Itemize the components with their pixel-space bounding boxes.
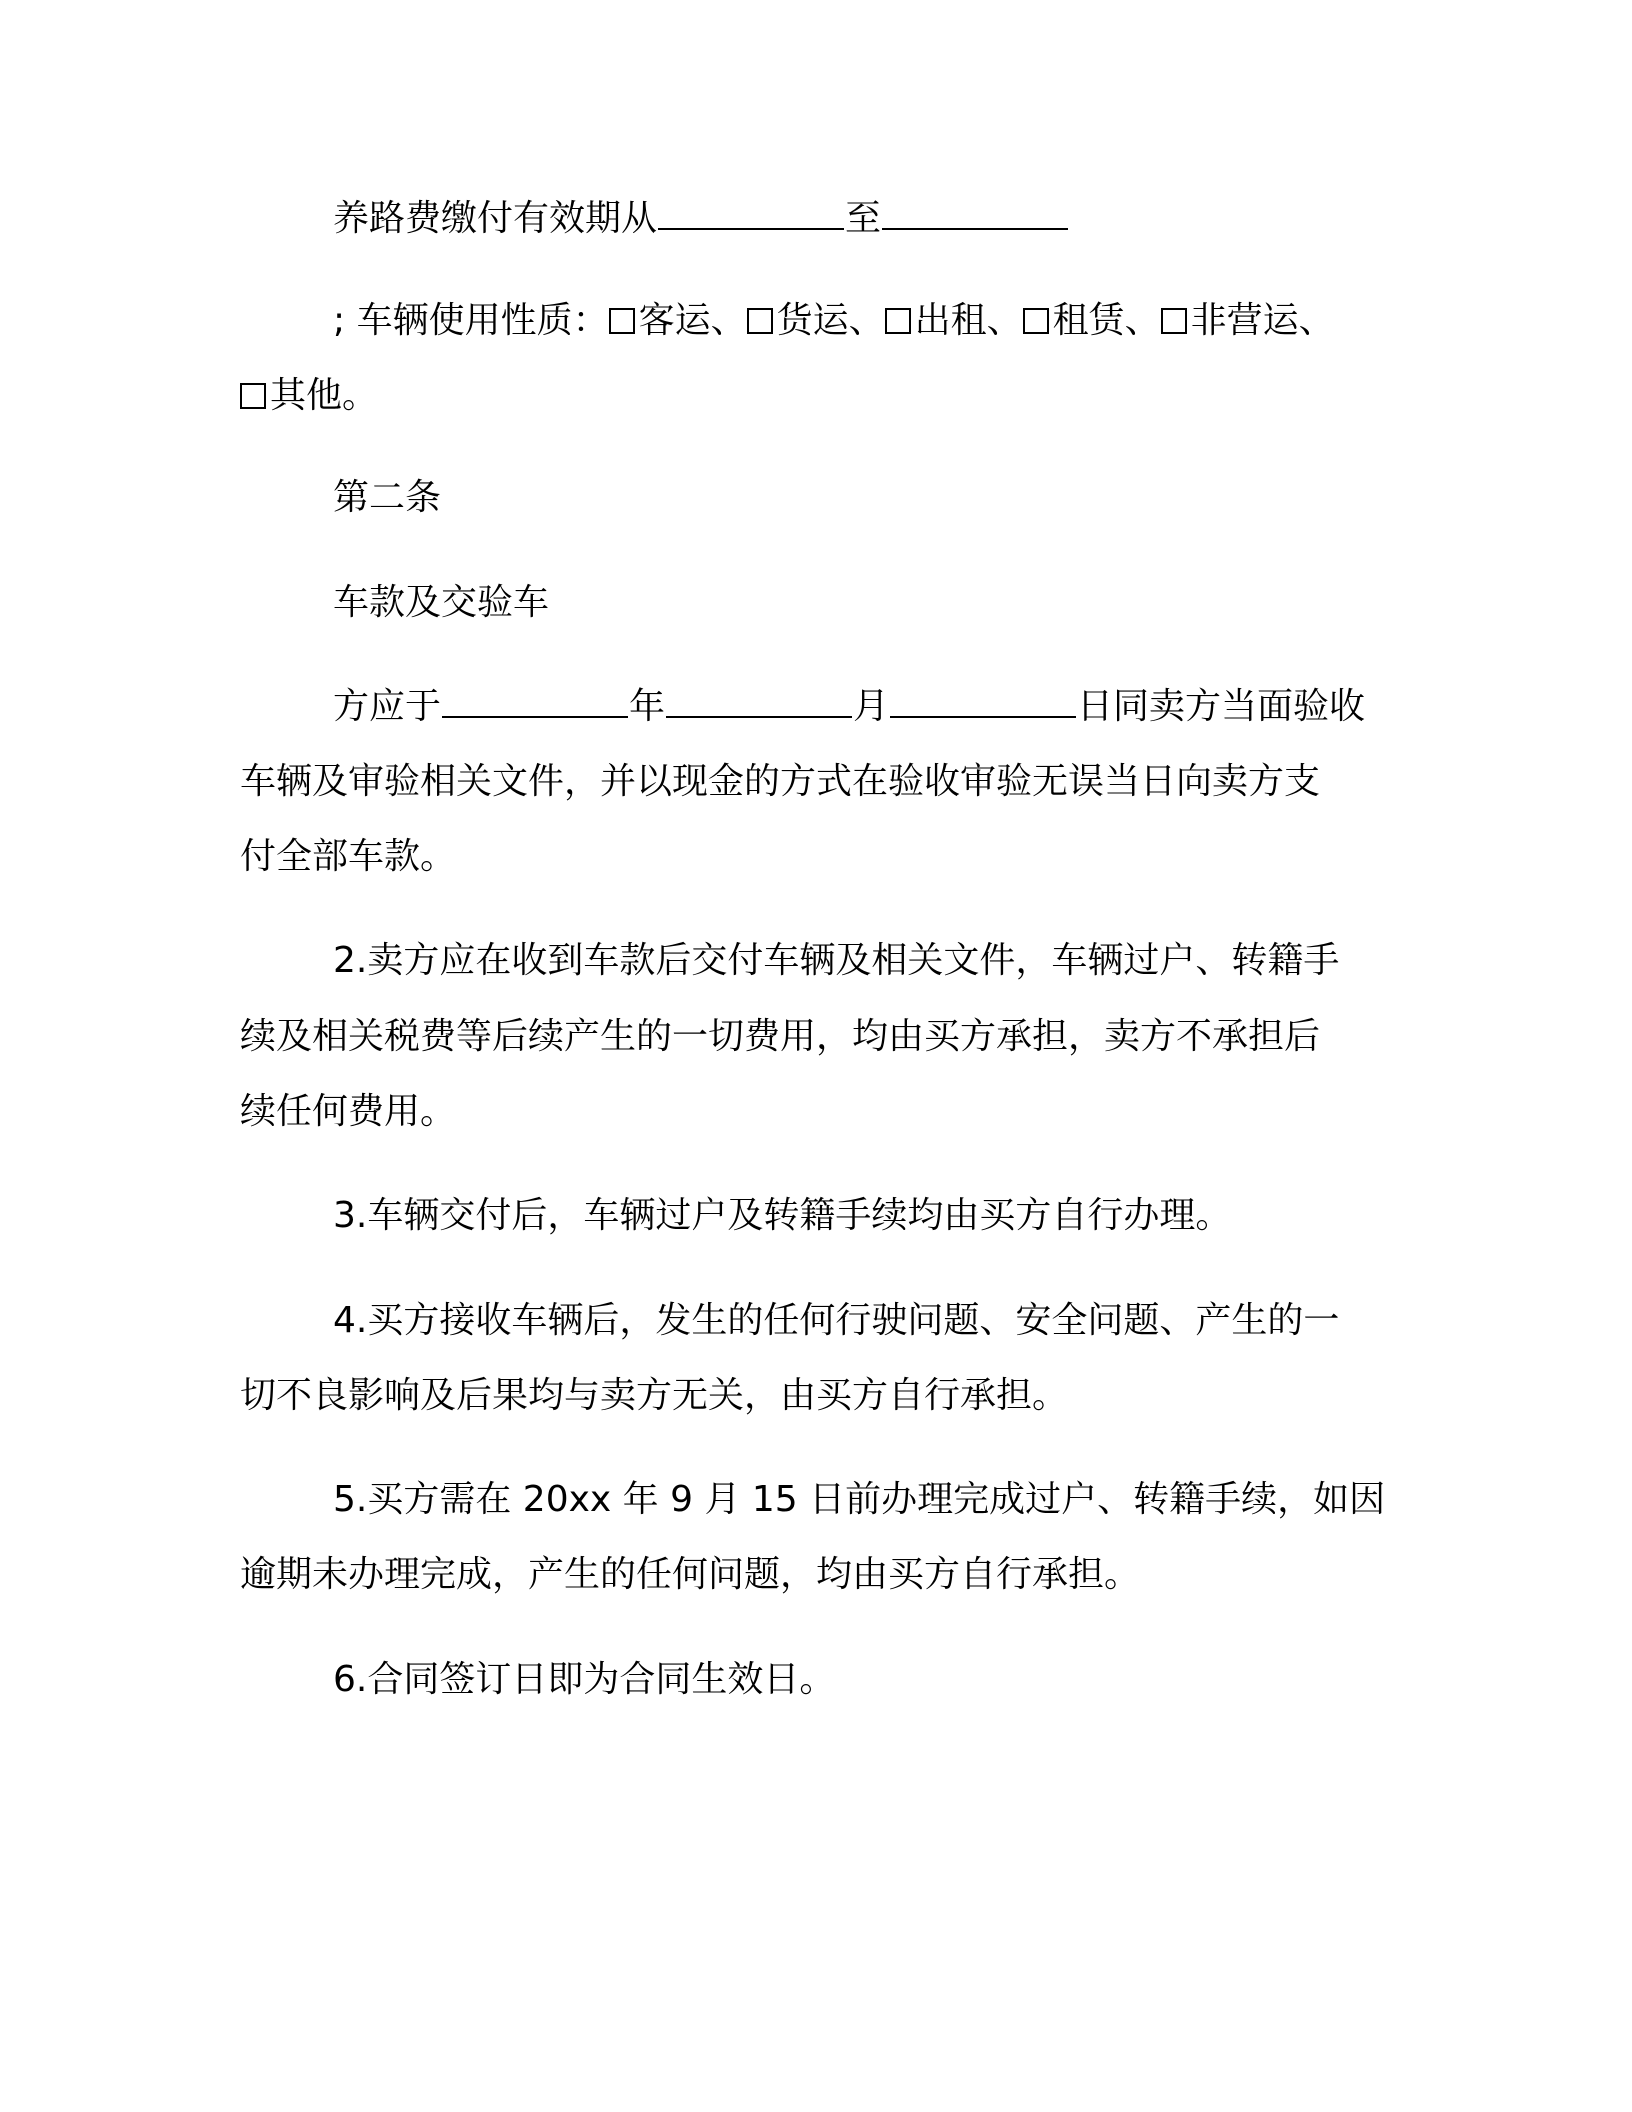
paragraph-2-line-1	[240, 922, 1410, 1000]
text-span: 日同卖方当面验收	[1077, 686, 1366, 727]
checkbox-icon	[885, 308, 911, 334]
text-span: 6.合同签订日即为合同生效日。	[333, 1659, 836, 1700]
article-number: 第二条	[333, 477, 442, 518]
road-fee-line	[240, 180, 1410, 258]
paragraph-5-line-1	[240, 1461, 1410, 1539]
text-span: 方应于	[333, 686, 442, 727]
article-2-heading	[240, 459, 1410, 537]
blank-field-day	[890, 716, 1076, 718]
text-span: 付全部车款。	[240, 836, 457, 877]
paragraph-1-line-2	[240, 743, 1410, 821]
usage-option-taxi: 出租、	[914, 300, 1023, 341]
paragraph-1-line-1	[240, 668, 1410, 746]
text-span: 年	[629, 686, 666, 727]
text-span: 车辆及审验相关文件，并以现金的方式在验收审验无误当日向卖方支	[240, 761, 1321, 802]
checkbox-icon	[747, 308, 773, 334]
checkbox-icon	[609, 308, 635, 334]
paragraph-4-line-1	[240, 1282, 1410, 1360]
road-fee-label: 养路费缴付有效期从	[333, 198, 658, 239]
vehicle-usage-label: ; 车辆使用性质：	[333, 300, 609, 341]
text-span: 月	[853, 686, 890, 727]
article-2-title	[240, 564, 1410, 642]
text-span: 5.买方需在 20xx 年 9 月 15 日前办理完成过户、转籍手续，如因	[333, 1479, 1386, 1520]
usage-option-nonoperating: 非营运、	[1190, 300, 1335, 341]
paragraph-2-line-2	[240, 998, 1410, 1076]
text-span: 2.卖方应在收到车款后交付车辆及相关文件，车辆过户、转籍手	[333, 940, 1340, 981]
paragraph-3-line-1	[240, 1177, 1410, 1255]
checkbox-icon	[1023, 308, 1049, 334]
usage-option-lease: 租赁、	[1052, 300, 1161, 341]
blank-field-start	[658, 228, 844, 230]
usage-option-other: 其他。	[270, 375, 379, 416]
vehicle-usage-line-2	[240, 357, 1410, 435]
text-span: 切不良影响及后果均与卖方无关，由买方自行承担。	[240, 1375, 1069, 1416]
usage-option-passenger: 客运、	[638, 300, 747, 341]
text-span: 逾期未办理完成，产生的任何问题，均由买方自行承担。	[240, 1554, 1141, 1595]
paragraph-2-line-3	[240, 1073, 1410, 1151]
vehicle-usage-line	[240, 282, 1410, 360]
article-title: 车款及交验车	[333, 582, 550, 623]
paragraph-1-line-3	[240, 818, 1410, 896]
checkbox-icon	[1161, 308, 1187, 334]
blank-field-end	[882, 228, 1068, 230]
blank-field-year	[442, 716, 628, 718]
text-span: 4.买方接收车辆后，发生的任何行驶问题、安全问题、产生的一	[333, 1300, 1340, 1341]
paragraph-5-line-2	[240, 1536, 1410, 1614]
text-span: 续任何费用。	[240, 1091, 457, 1132]
text-span: 3.车辆交付后，车辆过户及转籍手续均由买方自行办理。	[333, 1195, 1232, 1236]
usage-option-freight: 货运、	[776, 300, 885, 341]
to-label: 至	[845, 198, 882, 239]
blank-field-month	[666, 716, 852, 718]
paragraph-6-line-1	[240, 1641, 1410, 1719]
text-span: 续及相关税费等后续产生的一切费用，均由买方承担，卖方不承担后	[240, 1016, 1321, 1057]
paragraph-4-line-2	[240, 1357, 1410, 1435]
checkbox-icon	[240, 383, 266, 409]
